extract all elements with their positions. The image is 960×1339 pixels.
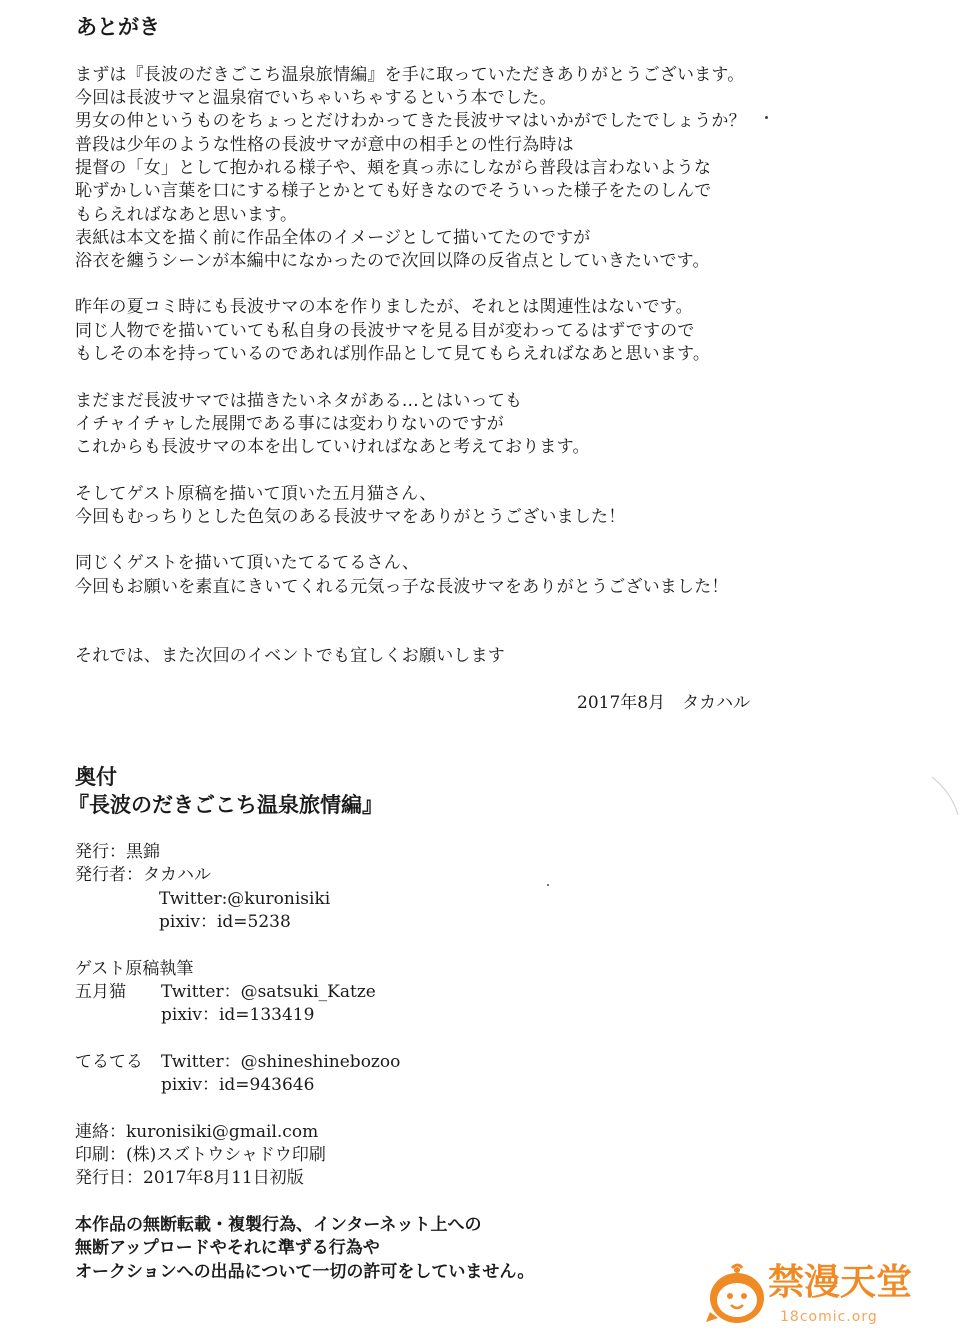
afterword-signature: 2017年8月 タカハル [577,693,751,713]
scan-arc [930,775,960,835]
afterword-line: 同じくゲストを描いて頂いたてるてるさん、 [75,553,420,573]
afterword-line: 今回もお願いを素直にきいてくれる元気っ子な長波サマをありがとうございました！ [75,577,729,597]
afterword-line: まだまだ長波サマでは描きたいネタがある…とはいっても [75,391,523,411]
afterword-line: 恥ずかしい言葉を口にする様子とかとても好きなのでそういった様子をたのしんで [75,181,712,201]
scan-speck [547,884,549,886]
afterword-line: 男女の仲というものをちょっとだけわかってきた長波サマはいかがでしたでしょうか？ [75,111,746,131]
afterword-line: 提督の「女」として抱かれる様子や、頬を真っ赤にしながら普段は言わないような [75,158,712,178]
colophon-issuer: 発行者：タカハル [75,865,211,885]
contact-email: 連絡：kuronisiki@gmail.com [75,1122,319,1142]
issuer-pixiv: pixiv：id=5238 [159,912,291,932]
copyright-notice: 無断アップロードやそれに準ずる行為や [75,1238,380,1258]
afterword-line: 今回は長波サマと温泉宿でいちゃいちゃするという本でした。 [75,88,557,108]
afterword-line: まずは『長波のだきごこち温泉旅情編』を手に取っていただきありがとうございます。 [75,65,745,85]
scan-speck [765,116,768,119]
afterword-line: これからも長波サマの本を出していければなあと考えております。 [75,437,590,457]
guest-heading: ゲスト原稿執筆 [75,959,194,979]
colophon-heading: 奥付 [75,765,117,789]
afterword-line: もしその本を持っているのであれば別作品として見てもらえればなあと思います。 [75,344,711,364]
site-watermark [706,1258,921,1334]
watermark-url: 18comic.org [780,1309,878,1325]
afterword-line: そしてゲスト原稿を描いて頂いた五月猫さん、 [75,484,437,504]
guest1-twitter: Twitter：@satsuki_Katze [161,982,376,1002]
afterword-heading: あとがき [76,15,160,39]
guest1-name: 五月猫 [75,982,126,1002]
mascot-icon [706,1262,770,1328]
afterword-line: イチャイチャした展開である事には変わりないのですが [75,414,504,434]
afterword-line: 表紙は本文を描く前に作品全体のイメージとして描いてたのですが [75,228,591,248]
afterword-line: 同じ人物でを描いていても私自身の長波サマを見る目が変わってるはずですので [75,321,695,341]
guest2-twitter: Twitter：@shineshinebozoo [161,1052,401,1072]
guest1-pixiv: pixiv：id=133419 [161,1005,315,1025]
printer: 印刷：(株)スズトウシャドウ印刷 [75,1145,326,1165]
afterword-line: 今回もむっちりとした色気のある長波サマをありがとうございました！ [75,507,626,527]
watermark-title: 禁漫天堂 [768,1262,913,1303]
afterword-line: 浴衣を纏うシーンが本編中になかったので次回以降の反省点としていきたいです。 [75,251,710,271]
issuer-twitter: Twitter:@kuronisiki [159,889,331,909]
colophon-title: 『長波のだきごこち温泉旅情編』 [68,793,383,817]
guest2-name: てるてる [75,1052,143,1072]
copyright-notice: 本作品の無断転載・複製行為、インターネット上への [75,1215,482,1235]
afterword-line: もらえればなあと思います。 [75,205,298,225]
publish-date: 発行日：2017年8月11日初版 [75,1168,304,1188]
colophon-publisher: 発行：黒錦 [75,842,160,862]
guest2-pixiv: pixiv：id=943646 [161,1075,315,1095]
copyright-notice: オークションへの出品について一切の許可をしていません。 [75,1262,535,1282]
afterword-line: それでは、また次回のイベントでも宜しくお願いします [75,646,505,666]
afterword-line: 昨年の夏コミ時にも長波サマの本を作りましたが、それとは関連性はないです。 [75,297,693,317]
afterword-line: 普段は少年のような性格の長波サマが意中の相手との性行為時は [75,135,574,155]
